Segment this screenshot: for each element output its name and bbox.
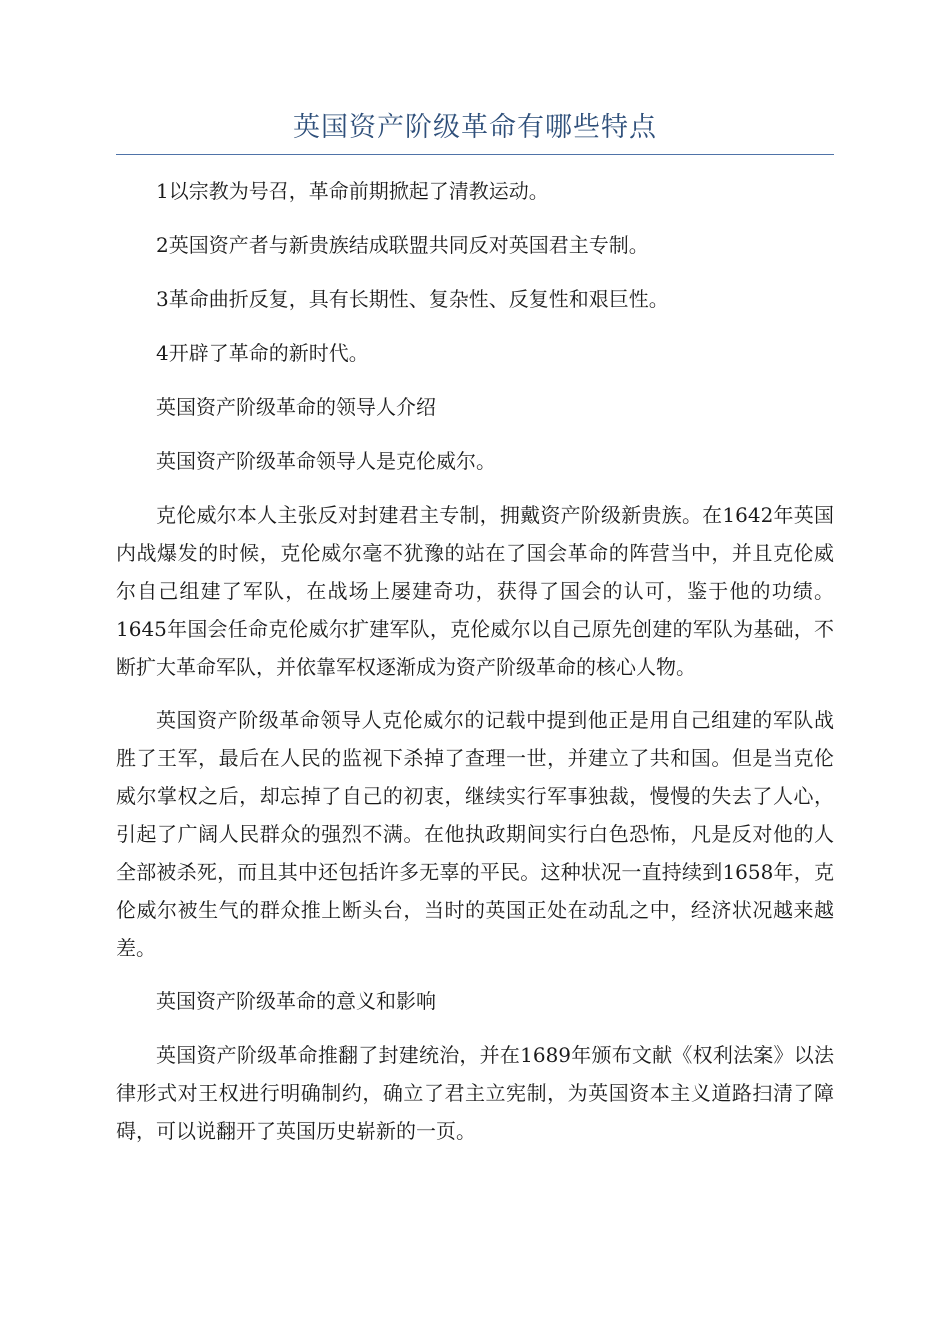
paragraph-leader-intro: 英国资产阶级革命领导人是克伦威尔。: [156, 449, 496, 473]
paragraph-feature-3: 3革命曲折反复，具有长期性、复杂性、反复性和艰巨性。: [156, 287, 669, 311]
paragraph-feature-2: 2英国资产者与新贵族结成联盟共同反对英国君主专制。: [156, 233, 649, 257]
document-body: [116, 172, 834, 1165]
section-heading-leader: 英国资产阶级革命的领导人介绍: [156, 395, 436, 419]
paragraph-cromwell-rule: 英国资产阶级革命领导人克伦威尔的记载中提到他正是用自己组建的军队战胜了王军，最后在人民的监视下杀掉了查理一世，并建立了共和国。但是当克伦威尔掌权之后，却忘掉了自己的初衷，继续实行军事独裁，慢慢的失去了人心，引起了广阔人民群众的强烈不满。在他执政期间实行白色恐怖，凡是反对他的人全部被杀死，而且其中还包括许多无辜的平民。这种状况一直持续到1658年，克伦威尔被生气的群众推上断头台，当时的英国正处在动乱之中，经济状况越来越差。: [116, 708, 834, 960]
document-title: 英国资产阶级革命有哪些特点: [293, 112, 657, 143]
paragraph-feature-4: 4开辟了革命的新时代。: [156, 341, 369, 365]
paragraph-feature-1: 1以宗教为号召，革命前期掀起了清教运动。: [156, 179, 549, 203]
title-underline: [116, 154, 834, 155]
paragraph-cromwell-rise: 克伦威尔本人主张反对封建君主专制，拥戴资产阶级新贵族。在1642年英国内战爆发的时候，克伦威尔毫不犹豫的站在了国会革命的阵营当中，并且克伦威尔自己组建了军队，在战场上屡建奇功，获得了国会的认可，鉴于他的功绩。1645年国会任命克伦威尔扩建军队，克伦威尔以自己原先创建的军队为基础，不断扩大革命军队，并依靠军权逐渐成为资产阶级革命的核心人物。: [116, 503, 834, 679]
paragraph-significance: 英国资产阶级革命推翻了封建统治，并在1689年颁布文献《权利法案》以法律形式对王权进行明确制约，确立了君主立宪制，为英国资本主义道路扫清了障碍，可以说翻开了英国历史崭新的一页。: [116, 1043, 834, 1143]
section-heading-significance: 英国资产阶级革命的意义和影响: [156, 989, 436, 1013]
